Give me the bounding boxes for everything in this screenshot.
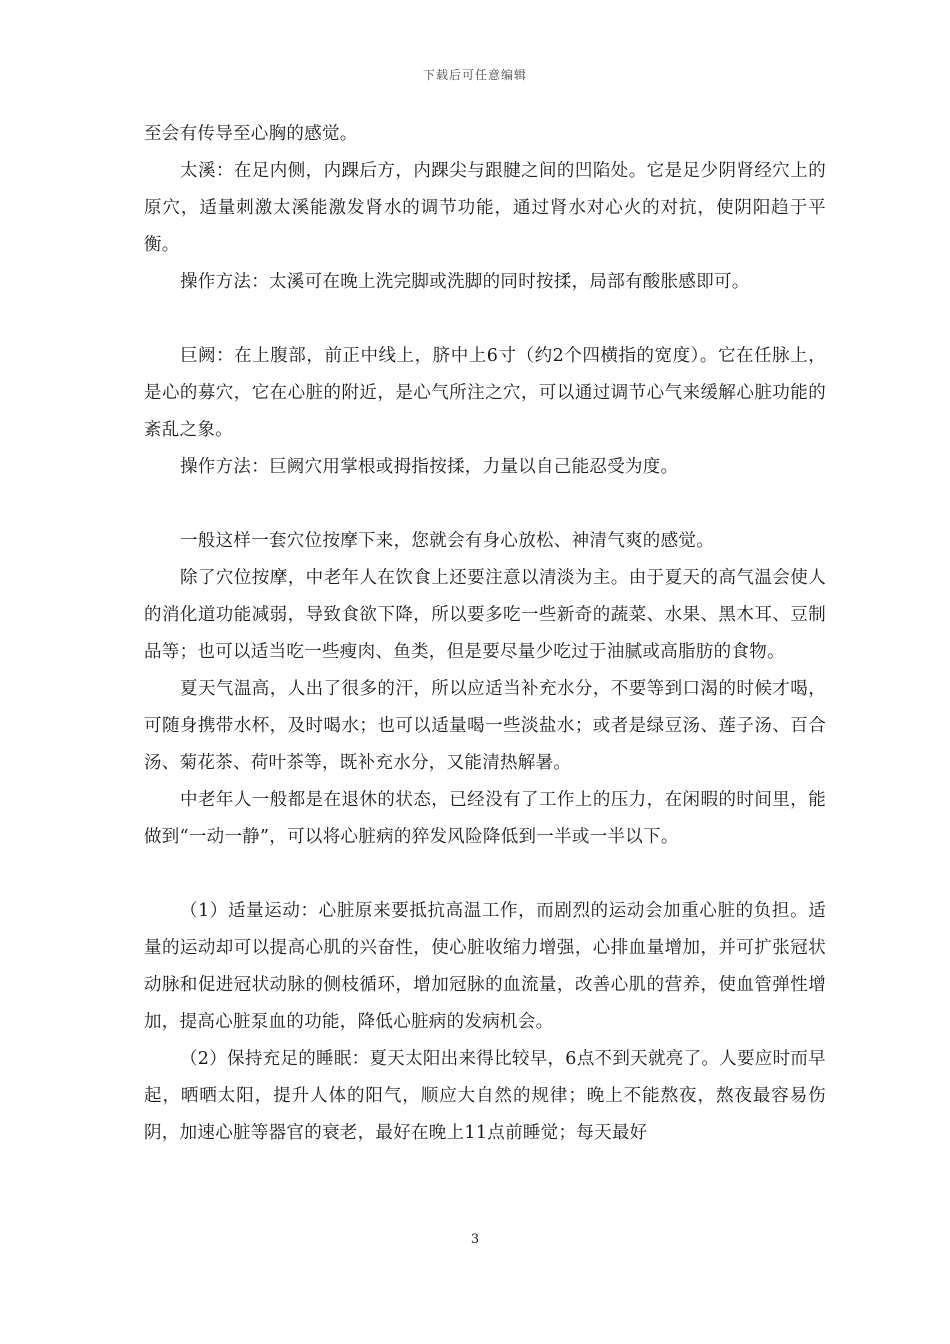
paragraph-taixi-point: 太溪：在足内侧，内踝后方，内踝尖与跟腱之间的凹陷处。它是足少阴肾经穴上的原穴，适量刺激太溪能激发肾水的调节功能，通过肾水对心火的对抗，使阴阳趋于平衡。: [144, 161, 826, 255]
paragraph-taixi-method: 操作方法：太溪可在晚上洗完脚或洗脚的同时按揉，局部有酸胀感即可。: [180, 272, 750, 292]
paragraph-spacer: [144, 486, 826, 523]
paragraph-motion-rest: 中老年人一般都是在退休的状态，已经没有了工作上的压力，在闲暇的时间里，能做到“一动一静”，可以将心脏病的猝发风险降低到一半或一半以下。: [144, 790, 826, 847]
paragraph-diet: 除了穴位按摩，中老年人在饮食上还要注意以清淡为主。由于夏天的高气温会使人的消化道功能减弱，导致食欲下降，所以要多吃一些新奇的蔬菜、水果、黑木耳、豆制品等；也可以适当吃一些瘦肉、鱼类，但是要尽量少吃过于油腻或高脂肪的食物。: [144, 568, 826, 662]
paragraph-hydration: 夏天气温高，人出了很多的汗，所以应适当补充水分，不要等到口渴的时候才喝，可随身携带水杯，及时喝水；也可以适量喝一些淡盐水；或者是绿豆汤、莲子汤、百合汤、菊花茶、荷叶茶等，既补充水分，又能清热解暑。: [144, 679, 826, 773]
paragraph-sleep: （2）保持充足的睡眠：夏天太阳出来得比较早，6点不到天就亮了。人要应时而早起，晒晒太阳，提升人体的阳气，顺应大自然的规律；晚上不能熬夜，熬夜最容易伤阴，加速心脏等器官的衰老，最好在晚上11点前睡觉；每天最好: [144, 1049, 826, 1143]
page-header: 下载后可任意编辑: [422, 68, 527, 82]
paragraph-juque-method: 操作方法：巨阙穴用掌根或拇指按揉，力量以自己能忍受为度。: [180, 457, 679, 477]
paragraph-juque-point: 巨阙：在上腹部，前正中线上，脐中上6寸（约2个四横指的宽度）。它在任脉上，是心的募穴，它在心脏的附近，是心气所注之穴，可以通过调节心气来缓解心脏功能的紊乱之象。: [144, 346, 826, 440]
document-body: [144, 116, 826, 1152]
paragraph-continuation: 至会有传导至心胸的感觉。: [144, 124, 358, 144]
paragraph-spacer: [144, 856, 826, 893]
paragraph-spacer: [144, 301, 826, 338]
paragraph-exercise: （1）适量运动：心脏原来要抵抗高温工作，而剧烈的运动会加重心脏的负担。适量的运动却可以提高心肌的兴奋性，使心脏收缩力增强，心排血量增加，并可扩张冠状动脉和促进冠状动脉的侧枝循环，增加冠脉的血流量，改善心肌的营养，使血管弹性增加，提高心脏泵血的功能，降低心脏病的发病机会。: [144, 901, 826, 1032]
paragraph-massage-summary: 一般这样一套穴位按摩下来，您就会有身心放松、神清气爽的感觉。: [180, 531, 714, 551]
page-number: 3: [470, 1232, 480, 1247]
